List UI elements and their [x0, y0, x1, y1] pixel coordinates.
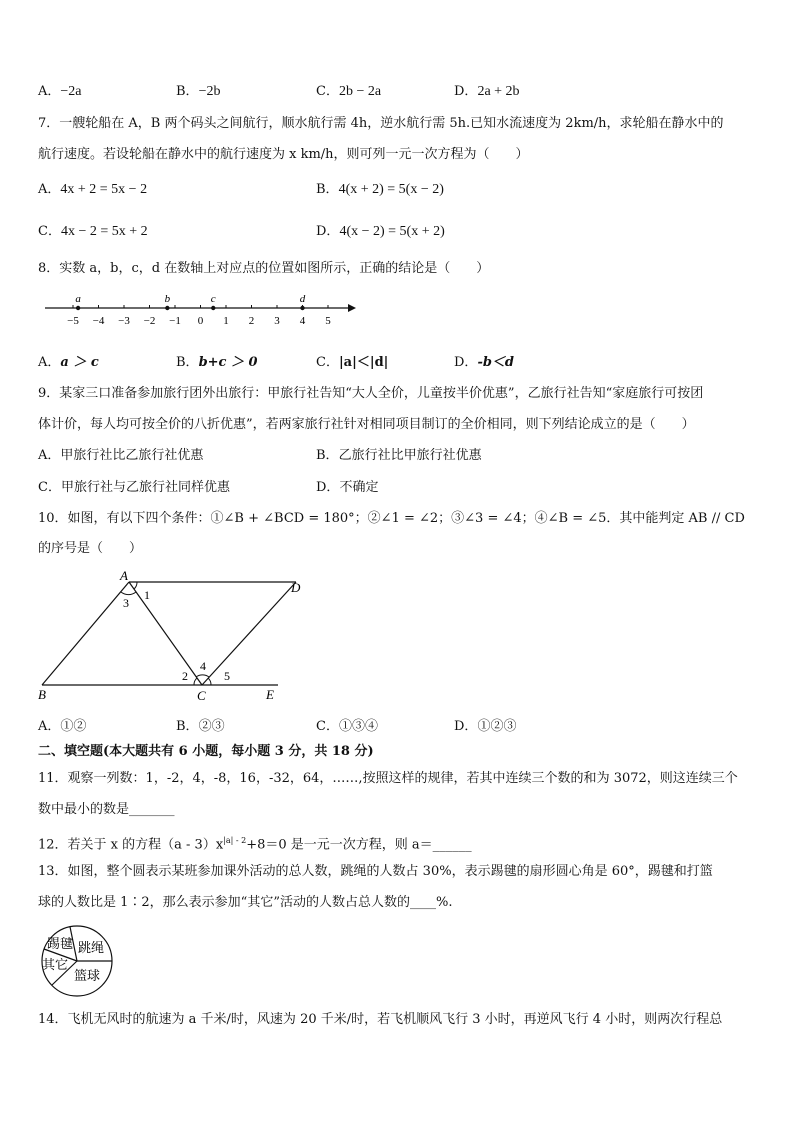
label-d: D [291, 580, 301, 595]
number-line-tick-label: 2 [248, 315, 255, 327]
option-label: D． [454, 355, 478, 370]
q6-option-b [176, 83, 220, 101]
option-label: C． [38, 224, 61, 239]
option-label: D． [454, 84, 478, 99]
option-label: D． [316, 480, 340, 495]
segment-ac [129, 582, 202, 685]
number-line-point-label-c: c [210, 293, 216, 305]
option-text: 2a + 2b [477, 84, 520, 99]
label-a: A [120, 570, 128, 583]
number-line-figure [40, 288, 370, 330]
option-text: −2b [198, 84, 221, 99]
q9-option-b [316, 447, 482, 465]
pie-chart-figure [40, 924, 114, 998]
option-label: C． [38, 480, 61, 495]
option-text: a ＞ c [60, 355, 99, 370]
q13-stem-line1: 13．如图，整个圆表示某班参加课外活动的总人数，跳绳的人数占 30%，表示踢毽的扇形圆心角是 60°，踢毽和打篮 [38, 864, 713, 879]
label-1: 1 [144, 588, 150, 602]
q9-option-d [316, 479, 378, 497]
q9-stem-line2: 体计价，每人均可按全价的八折优惠”，若两家旅行社针对相同项目制订的全价相同，则下列结论成立的是（ ） [38, 417, 695, 432]
number-line-tick-label: −5 [67, 315, 79, 327]
q13-stem-line2: 球的人数比是 1∶2，那么表示参加“其它”活动的人数占总人数的____%. [38, 895, 453, 910]
option-text: 4x + 2 = 5x − 2 [60, 182, 148, 197]
label-5: 5 [224, 669, 230, 683]
section-heading: 二、填空题(本大题共有 6 小题，每小题 3 分，共 18 分) [38, 744, 374, 759]
option-text: ②③ [198, 719, 225, 734]
q8-stem: 8．实数 a，b，c，d 在数轴上对应点的位置如图所示，正确的结论是（ ） [38, 261, 490, 276]
q11-stem-line1: 11．观察一列数：1，-2，4，-8，16，-32，64，……,按照这样的规律，若其中连续三个数的和为 3072，则这连续三个 [38, 771, 738, 786]
q10-option-b [176, 718, 225, 736]
option-text: 2b − 2a [338, 84, 382, 99]
q6-option-a [38, 83, 82, 101]
option-label: B． [176, 355, 199, 370]
label-4: 4 [200, 659, 206, 673]
option-label: A． [38, 182, 61, 197]
pie-label-jianzi: 踢毽 [47, 936, 74, 951]
angle-arc-5 [208, 678, 211, 685]
q12-text-pre: 12．若关于 x 的方程（a - 3）x [38, 837, 224, 853]
q8-option-b [176, 354, 258, 372]
pie-label-lanqiu: 篮球 [74, 968, 101, 983]
option-label: B． [176, 84, 199, 99]
option-text: -b＜d [477, 355, 515, 370]
number-line-point-label-b: b [164, 293, 171, 305]
label-c: C [197, 688, 206, 703]
q9-option-a [38, 447, 203, 465]
number-line-tick-label: 1 [223, 315, 229, 327]
q10-stem-line1: 10．如图，有以下四个条件：①∠B + ∠BCD = 180°；②∠1 = ∠2；③∠3 = ∠4；④∠B = ∠5．其中能判定 AB // CD [38, 511, 745, 526]
q7-stem-line2: 航行速度。若设轮船在静水中的航行速度为 x km/h，则可列一元一次方程为（ ） [38, 147, 529, 162]
number-line-tick-label: −1 [169, 315, 181, 327]
option-label: D． [316, 224, 340, 239]
number-line-point-d [300, 306, 304, 310]
number-line-point-c [211, 306, 215, 310]
option-text: 甲旅行社与乙旅行社同样优惠 [60, 480, 230, 495]
number-line-point-label-a: a [75, 293, 81, 305]
option-text: −2a [60, 84, 82, 99]
segment-ab [42, 582, 129, 685]
option-text: 乙旅行社比甲旅行社优惠 [338, 448, 482, 463]
number-line-arrow [348, 304, 356, 312]
option-label: A． [38, 448, 61, 463]
q11-stem-line2: 数中最小的数是_______ [38, 802, 175, 817]
label-b: B [38, 687, 46, 702]
label-3: 3 [123, 596, 129, 610]
label-e: E [266, 687, 274, 702]
q8-option-d [454, 354, 514, 372]
option-text: ①②③ [477, 719, 517, 734]
q7-option-b [316, 181, 444, 199]
q12-stem [38, 832, 472, 854]
q10-stem-line2: 的序号是（ ） [38, 541, 143, 556]
option-text: b+c ＞ 0 [198, 355, 258, 370]
q7-option-c [38, 223, 148, 241]
q12-text-post: +8＝0 是一元一次方程，则 a＝______ [246, 837, 472, 853]
option-label: B． [316, 182, 339, 197]
option-label: A． [38, 355, 61, 370]
option-label: C． [316, 719, 339, 734]
number-line-tick-label: 3 [274, 315, 280, 327]
option-text: 4(x − 2) = 5(x + 2) [339, 224, 445, 239]
option-label: B． [316, 448, 339, 463]
angle-arc-2 [194, 678, 197, 685]
angle-arc-3 [121, 592, 136, 595]
q10-option-a [38, 718, 86, 736]
pie-label-qita: 其它 [42, 957, 69, 972]
option-text: ①③④ [338, 719, 378, 734]
q7-stem-line1: 7．一艘轮船在 A，B 两个码头之间航行，顺水航行需 4h，逆水航行需 5h.已知水流速度为 2km/h，求轮船在静水中的 [38, 116, 724, 131]
q12-exponent: |a| - 2 [223, 836, 247, 845]
number-line-tick-label: −2 [143, 315, 156, 327]
q7-option-a [38, 181, 147, 199]
number-line-point-b [165, 306, 169, 310]
option-label: D． [454, 719, 478, 734]
option-label: A． [38, 84, 61, 99]
option-label: C． [316, 355, 339, 370]
q7-option-d [316, 223, 445, 241]
number-line-tick-label: 5 [325, 315, 331, 327]
option-text: 4x − 2 = 5x + 2 [60, 224, 148, 239]
angle-arc-1 [134, 582, 137, 589]
number-line-tick-label: −3 [118, 315, 130, 327]
q9-option-c [38, 479, 230, 497]
option-text: |a|＜|d| [338, 355, 389, 370]
parallelogram-figure [34, 570, 304, 705]
angle-arc-4 [196, 675, 209, 677]
number-line-tick-label: 0 [197, 315, 204, 327]
option-text: ①② [60, 719, 87, 734]
q6-option-c [316, 83, 381, 101]
option-label: C． [316, 84, 339, 99]
option-text: 不确定 [339, 480, 379, 495]
option-label: B． [176, 719, 199, 734]
q8-option-c [316, 354, 388, 372]
option-text: 甲旅行社比乙旅行社优惠 [60, 448, 204, 463]
q8-option-a [38, 354, 99, 372]
q9-stem-line1: 9．某家三口准备参加旅行团外出旅行：甲旅行社告知“大人全价，儿童按半价优惠”，乙旅行社告知“家庭旅行可按团 [38, 386, 704, 401]
option-label: A． [38, 719, 61, 734]
option-text: 4(x + 2) = 5(x − 2) [338, 182, 444, 197]
q14-stem-line1: 14．飞机无风时的航速为 a 千米/时，风速为 20 千米/时，若飞机顺风飞行 3 小时，再逆风飞行 4 小时，则两次行程总 [38, 1012, 723, 1027]
number-line-point-a [76, 306, 80, 310]
pie-label-tiaosheng: 跳绳 [78, 940, 105, 955]
label-2: 2 [182, 669, 188, 683]
q6-option-d [454, 83, 520, 101]
q10-option-c [316, 718, 378, 736]
number-line-tick-label: 4 [299, 315, 306, 327]
segment-cd [202, 582, 296, 685]
q10-option-d [454, 718, 516, 736]
number-line-point-label-d: d [299, 293, 306, 305]
number-line-tick-label: −4 [92, 315, 105, 327]
